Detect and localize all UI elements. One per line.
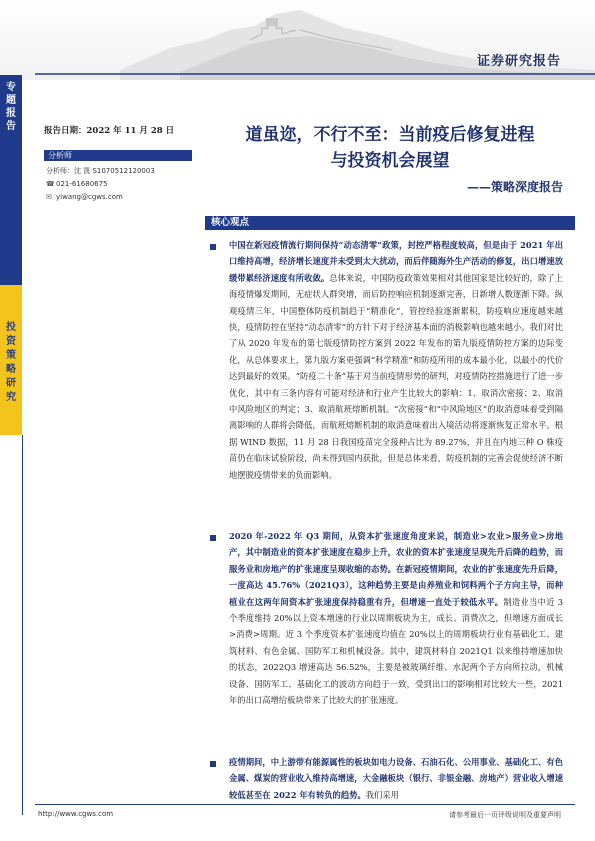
side-tab-bottom-text: 投 资 策 略 研 究 xyxy=(6,322,16,403)
bullet-marker xyxy=(210,761,216,767)
key-point-bold: 2020 年-2022 年 Q3 期间，从资本扩张速度角度来说，制造业>农业>服务业>房地产，其中制造业的资本扩张速度在稳步上升，农业的资本扩张速度呈现先升后降的趋势，而服务业和房地产的扩张速度呈现收缩的态势。在新冠疫情期间，农业的扩张速度先升后降，一度高达 45.76%（2021Q3），这种趋势主要是由养殖业和饲料两个子方向主导，而种植业在这两年间资本扩张速度保持稳重有升，但增速一直处于较低水平。 xyxy=(229,531,563,607)
report-subtitle: ——策略深度报告 xyxy=(466,180,563,194)
side-divider xyxy=(22,435,23,815)
analyst-email[interactable]: yiwang@cgws.com xyxy=(56,193,123,201)
key-point-text: 总体来说，中国防疫政策效果相对其他国家是比较好的，除了上海疫情爆发期间，无症状人群突增，而后防控响应机制逐渐完善，日新增人数逐渐下降。纵观疫情三年，中国整体防疫机制趋于“精准化”，管控经验逐渐累积，防疫响应速度越来越快，疫情防控在坚持“动态清零”的方针下对于经济基本面的消极影响也越来越小。我们对比了从 2020 年发布的第七版疫情防控方案到 2022 年发布的第九版疫情防控方案的边际变化，从总体要求上，第九版方案更强调“科学精准”和防疫所用的成本最小化，以最小的代价达到最好的效果。“防疫二十条”基于对当前疫情形势的研判，对疫情防控措施进行了进一步优化，其中有三条内容有可能对经济和行业产生比较大的影响：1、取消次密接；2、取消中风险地区的判定；3、取消航班熔断机制。“次密接”和“中风险地区”的取消意味着受到隔离影响的人群将会降低，而航班熔断机制的取消意味着出入境活动将逐渐恢复正常水平。根据 WIND 数据，11 月 28 日我国疫苗完全接种占比为 89.27%，并且在内地三种 O 株疫苗仍在临床试验阶段，尚未得到国内获批，但是总体来看，防疫机制的完善会促使经济不断地摆脱疫情带来的负面影响。 xyxy=(229,272,563,480)
analyst-header xyxy=(44,150,192,161)
side-tab-top-text: 专 题 报 告 xyxy=(6,82,16,132)
report-type-label: 证券研究报告 xyxy=(476,54,561,69)
section-header xyxy=(205,216,575,230)
key-point-bold: 中国在新冠疫情流行期间保持“动态清零”政策，封控严格程度较高，但是由于 2021 年出口维持高增，经济增长速度并未受到太大扰动，而后伴随海外生产活动的修复，出口增速放缓带累经济速度有所收敛。 xyxy=(229,240,563,283)
report-title-line1: 道虽迩，不行不至：当前疫后修复进程 xyxy=(245,125,535,145)
footer-website-link[interactable]: http://www.cgws.com xyxy=(38,810,114,818)
bullet-marker xyxy=(210,535,216,541)
page-header xyxy=(0,0,595,80)
key-point-text: 我们采用 xyxy=(365,789,399,800)
footer-divider xyxy=(35,804,575,805)
key-point-paragraph xyxy=(229,237,563,483)
key-point-paragraph xyxy=(229,528,563,708)
analyst-name: 分析师：沈 凯 S1070512120003 xyxy=(46,167,155,175)
side-tab-research-type xyxy=(0,285,22,435)
side-tab-report-type xyxy=(0,75,22,285)
phone-icon: ☎ xyxy=(46,180,55,188)
key-point-paragraph xyxy=(229,754,563,803)
section-header-label: 核心观点 xyxy=(211,217,250,228)
analyst-phone: 021-61680675 xyxy=(56,180,108,188)
report-title-line2: 与投资机会展望 xyxy=(330,151,450,171)
report-date: 报告日期：2022 年 11 月 28 日 xyxy=(44,126,175,136)
analyst-email-row xyxy=(46,193,123,201)
analyst-phone-row xyxy=(46,180,108,188)
key-point-bold: 疫情期间，中上游带有能源属性的板块如电力设备、石油石化、公用事业、基础化工、有色金属、煤炭的营业收入维持高增速，大金融板块（银行、非银金融、房地产）营业收入增速较低甚至在 2022 年有转负的趋势。 xyxy=(229,757,563,800)
email-icon: ✉ xyxy=(46,193,52,201)
bullet-marker xyxy=(210,244,216,250)
footer-disclaimer-note: 请参考最后一页评级说明及重要声明 xyxy=(449,811,561,819)
analyst-header-label: 分析师 xyxy=(48,151,72,160)
key-point-text: 制造业当中近 3 个季度维持 20%以上资本增速的行业以周期板块为主，成长、消费次之，但增速方面成长>消费>周期。近 3 个季度资本扩张速度均值在 20%以上的周期板块行业有基础化工、建筑材料、有色金属、国防军工和机械设备。其中，建筑材料自 2021Q1 以来维持增速加快的状态，2022Q3 增速高达 56.52%，主要是被玻璃纤维、水泥两个子方向所拉动，机械设备、国防军工、基础化工的波动方向趋于一致，受到出口的影响相对比较大一些，2021 年的出口高增给板块带来了比较大的扩张速度。 xyxy=(229,596,563,706)
